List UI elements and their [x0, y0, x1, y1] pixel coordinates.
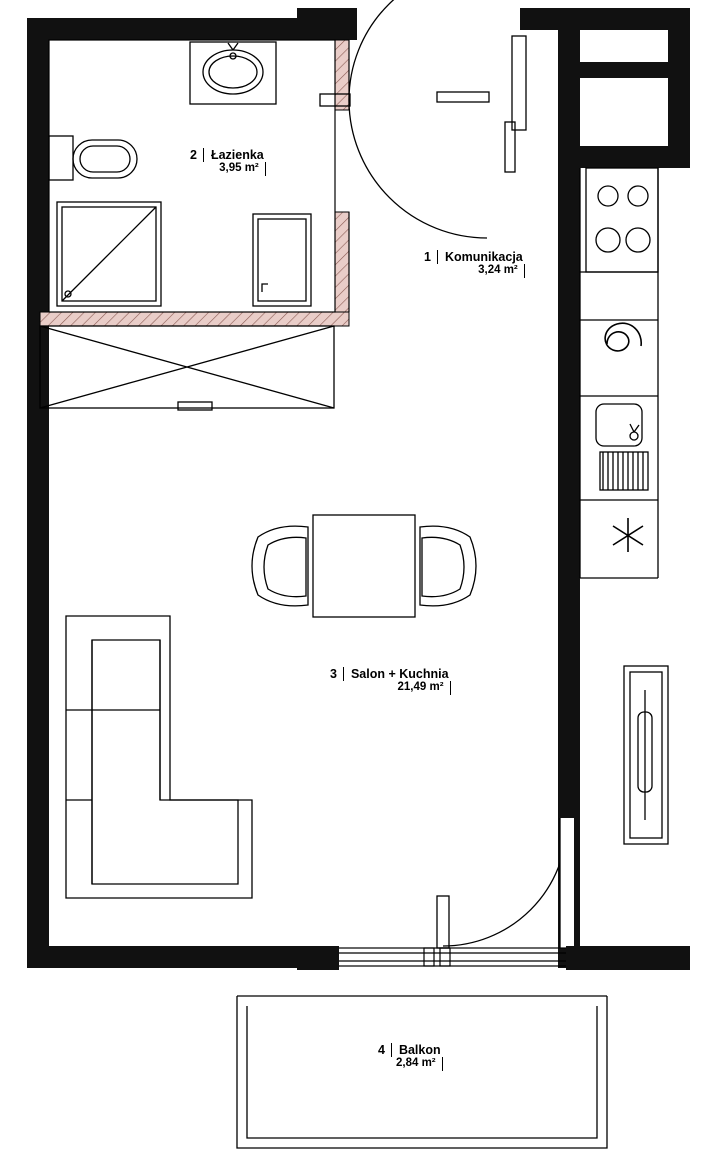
fixture-kitchen-sink: [596, 404, 648, 490]
balcony-threshold: [337, 948, 570, 966]
label-rule: [442, 1057, 443, 1070]
partition-walls-hatched: [40, 40, 349, 326]
label-rule: [450, 681, 451, 694]
kitchen-units-left: [40, 326, 334, 410]
room-name: Salon + Kuchnia: [343, 667, 451, 681]
kitchen-counter-lines: [580, 168, 658, 578]
wall-outlines: [49, 40, 558, 322]
furniture-dining-chair-left: [252, 526, 308, 606]
room-number: 4: [378, 1043, 385, 1057]
fixture-toilet: [49, 136, 137, 180]
furniture-sofa: [66, 616, 252, 898]
room-area: 21,49 m²: [397, 681, 444, 694]
fixture-ventilation: [613, 518, 643, 552]
room-name: Łazienka: [203, 148, 266, 162]
furniture-dining-table: [313, 515, 415, 617]
balcony-door-swing: [437, 818, 574, 948]
room-label-salon-kuchnia: [330, 667, 451, 695]
room-name: Komunikacja: [437, 250, 525, 264]
label-rule: [265, 162, 266, 175]
fixture-washbasin: [190, 42, 276, 104]
room-area: 3,95 m²: [219, 162, 259, 175]
room-area: 2,84 m²: [396, 1057, 436, 1070]
fixture-extractor-hood: [605, 323, 641, 351]
room-number: 1: [424, 250, 431, 264]
room-name: Balkon: [391, 1043, 443, 1057]
balcony-outline: [237, 996, 607, 1148]
room-number: 3: [330, 667, 337, 681]
fixture-shower-tray: [57, 202, 161, 306]
room-label-lazienka: [190, 148, 266, 176]
fixture-bathroom-cabinet: [253, 214, 311, 306]
room-number: 2: [190, 148, 197, 162]
fixture-cooktop: [586, 168, 658, 272]
room-label-komunikacja: [424, 250, 525, 278]
label-rule: [524, 264, 525, 277]
room-label-balkon: [378, 1043, 443, 1071]
furniture-dining-chair-right: [420, 526, 476, 606]
fixture-radiator: [624, 666, 668, 844]
room-area: 3,24 m²: [478, 264, 518, 277]
